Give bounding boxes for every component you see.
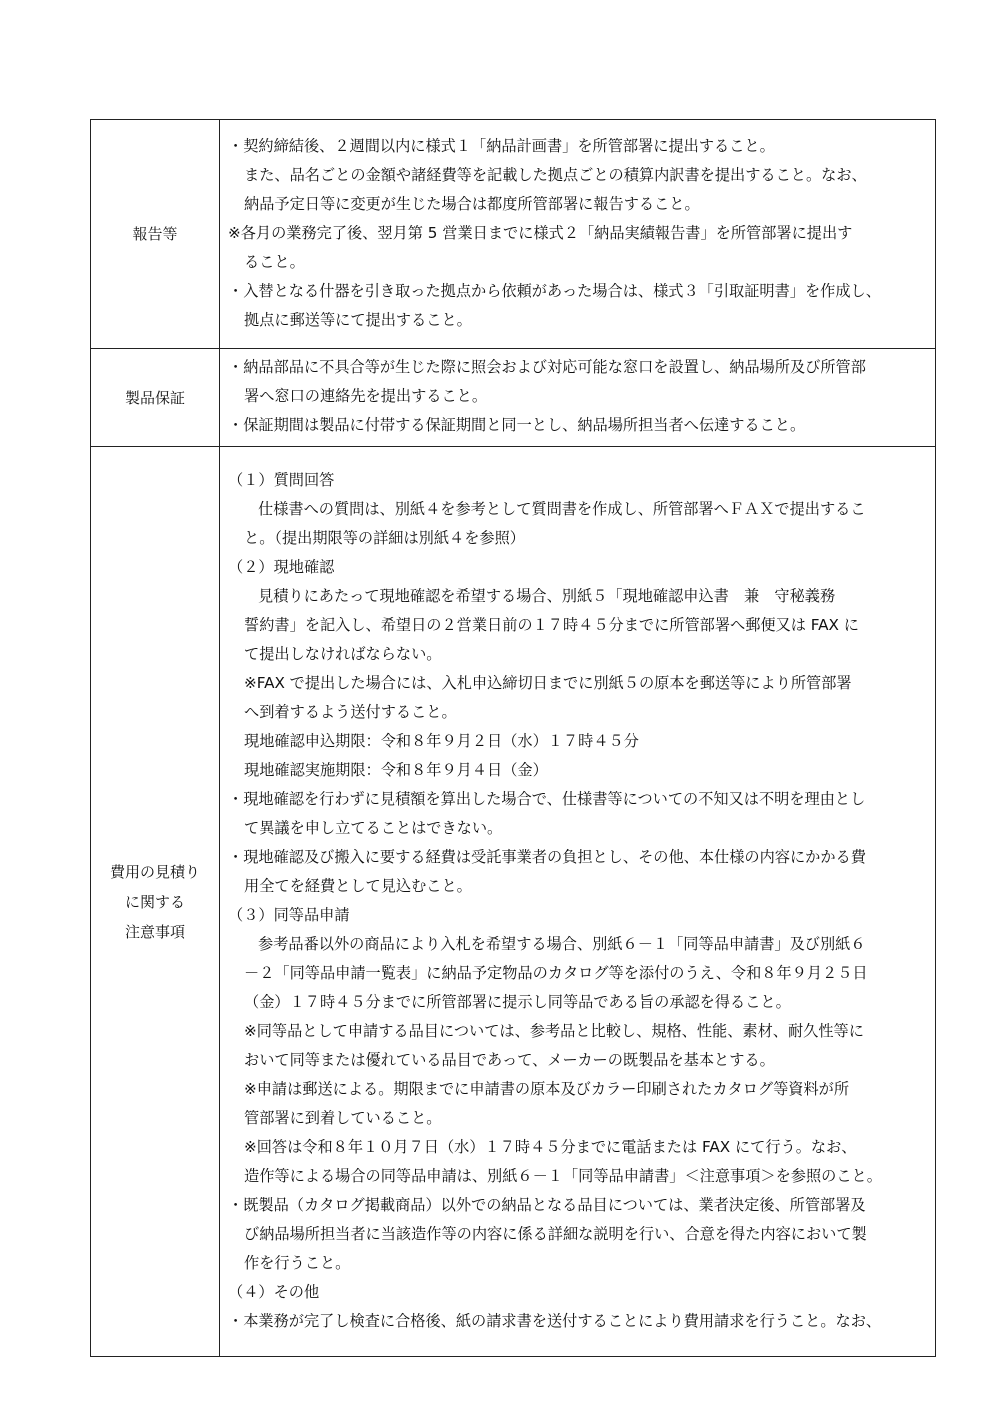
body-line: と。（提出期限等の詳細は別紙４を参照） — [244, 528, 525, 547]
row-heading — [91, 447, 220, 1357]
row-heading-text: 注意事項 — [124, 922, 185, 941]
row-reporting — [91, 120, 936, 349]
row-estimate-notes — [91, 447, 936, 1357]
body-line: ※申請は郵送による。期限までに申請書の原本及びカラー印刷されたカタログ等資料が所 — [244, 1079, 850, 1098]
body-line: （２）現地確認 — [228, 557, 335, 576]
body-line: ・入替となる什器を引き取った拠点から依頼があった場合は、様式３「引取証明書」を作成し、 — [228, 281, 881, 300]
row-product-warranty — [91, 349, 936, 447]
row-heading-text: 製品保証 — [124, 388, 185, 407]
body-line: 拠点に郵送等にて提出すること。 — [244, 310, 472, 329]
body-line: 署へ窓口の連絡先を提出すること。 — [244, 387, 487, 405]
body-line: 現地確認申込期限：令和８年９月２日（水）１７時４５分 — [244, 731, 639, 750]
specification-table — [90, 119, 936, 1357]
body-line: おいて同等または優れている品目であって、メーカーの既製品を基本とする。 — [244, 1050, 775, 1069]
body-line: 造作等による場合の同等品申請は、別紙６－１「同等品申請書」＜注意事項＞を参照のこと。 — [244, 1166, 882, 1185]
body-line: （４）その他 — [228, 1282, 320, 1301]
body-line: て提出しなければならない。 — [244, 644, 442, 663]
body-line: ・現地確認を行わずに見積額を算出した場合で、仕様書等についての不知又は不明を理由とし — [228, 789, 866, 808]
body-line: ・既製品（カタログ掲載商品）以外での納品となる品目については、業者決定後、所管部署及 — [228, 1195, 866, 1214]
row-body — [220, 349, 936, 447]
body-line: 誓約書」を記入し、希望日の２営業日前の１７時４５分までに所管部署へ郵便又は FAX に — [244, 615, 859, 634]
body-line: び納品場所担当者に当該造作等の内容に係る詳細な説明を行い、合意を得た内容において製 — [244, 1224, 867, 1243]
body-line: 見積りにあたって現地確認を希望する場合、別紙５「現地確認申込書 兼 守秘義務 — [258, 586, 836, 605]
body-line: （３）同等品申請 — [228, 905, 350, 924]
row-heading — [91, 120, 220, 349]
body-line: 作を行うこと。 — [244, 1253, 351, 1272]
body-line: ※同等品として申請する品目については、参考品と比較し、規格、性能、素材、耐久性等に — [244, 1021, 864, 1040]
body-line: －２「同等品申請一覧表」に納品予定物品のカタログ等を添付のうえ、令和８年９月２５日 — [244, 963, 868, 982]
row-heading-text: 報告等 — [132, 225, 178, 243]
body-line: ※各月の業務完了後、翌月第 5 営業日までに様式２「納品実績報告書」を所管部署に提出す — [228, 223, 853, 242]
body-line: ・本業務が完了し検査に合格後、紙の請求書を送付することにより費用請求を行うこと。なお、 — [228, 1311, 882, 1330]
body-line: ・現地確認及び搬入に要する経費は受託事業者の負担とし、その他、本仕様の内容にかかる費 — [228, 847, 866, 866]
body-line: （金）１７時４５分までに所管部署に提示し同等品である旨の承認を得ること。 — [244, 992, 791, 1011]
body-line: （１）質問回答 — [228, 470, 335, 489]
body-line: ・保証期間は製品に付帯する保証期間と同一とし、納品場所担当者へ伝達すること。 — [228, 416, 806, 434]
row-body — [220, 120, 936, 349]
body-line: ※FAX で提出した場合には、入札申込締切日までに別紙５の原本を郵送等により所管部署 — [244, 673, 852, 692]
body-line: 納品予定日等に変更が生じた場合は都度所管部署に報告すること。 — [244, 194, 700, 213]
row-heading-text: に関する — [124, 892, 185, 911]
body-line: ・納品部品に不具合等が生じた際に照会および対応可能な窓口を設置し、納品場所及び所管部 — [228, 358, 866, 376]
body-line: へ到着するよう送付すること。 — [244, 702, 457, 721]
body-line: 現地確認実施期限：令和８年９月４日（金） — [244, 760, 548, 779]
row-heading-text: 費用の見積り — [109, 862, 200, 881]
body-line: 用全てを経費として見込むこと。 — [244, 876, 472, 895]
body-line: 仕様書への質問は、別紙４を参考として質問書を作成し、所管部署へＦＡＸで提出するこ — [258, 499, 866, 518]
body-line: ・契約締結後、２週間以内に様式１「納品計画書」を所管部署に提出すること。 — [228, 136, 775, 155]
body-line: 参考品番以外の商品により入札を希望する場合、別紙６－１「同等品申請書」及び別紙６ — [258, 934, 866, 953]
body-line: て異議を申し立てることはできない。 — [244, 818, 503, 837]
body-line: また、品名ごとの金額や諸経費等を記載した拠点ごとの積算内訳書を提出すること。なお、 — [244, 165, 867, 184]
body-line: ること。 — [244, 252, 305, 271]
body-line: 管部署に到着していること。 — [244, 1108, 442, 1127]
row-body — [220, 447, 936, 1357]
body-line: ※回答は令和８年１０月７日（水）１７時４５分までに電話または FAX にて行う。なお、 — [244, 1137, 857, 1156]
row-heading — [91, 349, 220, 447]
